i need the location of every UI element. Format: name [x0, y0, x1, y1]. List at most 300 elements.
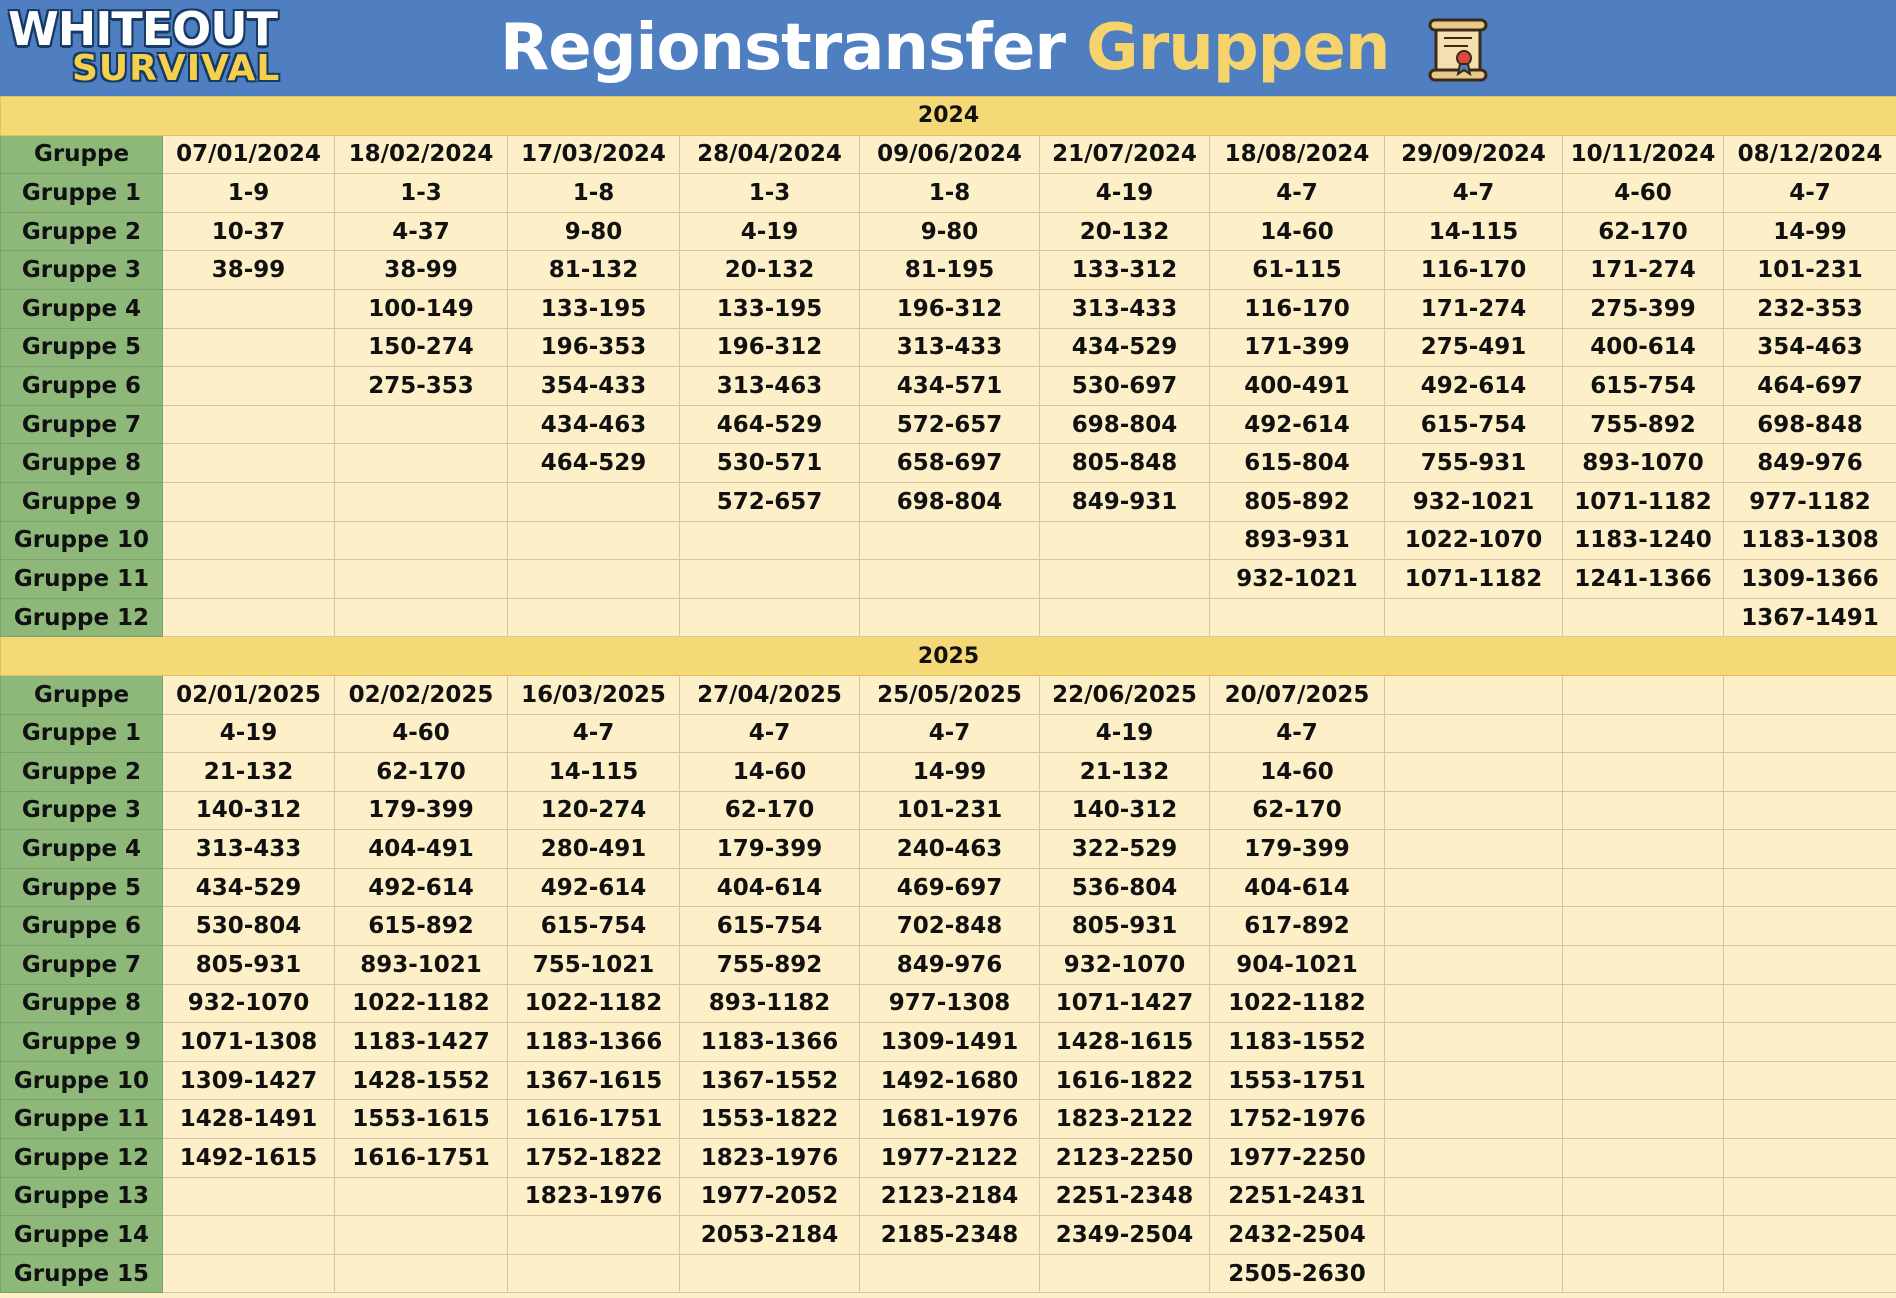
table-row: [1, 830, 1896, 869]
range-cell: 1183-1366: [508, 1023, 680, 1062]
range-cell: 1616-1822: [1040, 1061, 1210, 1100]
range-cell: [1563, 907, 1724, 946]
range-cell: 196-353: [508, 328, 680, 367]
year-label: 2024: [1, 97, 1896, 136]
range-cell: 10-37: [163, 212, 335, 251]
range-cell: [1385, 714, 1563, 753]
range-cell: 4-7: [1210, 714, 1385, 753]
group-label: Gruppe 9: [1, 482, 163, 521]
date-header: 22/06/2025: [1040, 675, 1210, 714]
range-cell: 1022-1182: [508, 984, 680, 1023]
date-header: 17/03/2024: [508, 135, 680, 174]
year-row: [1, 97, 1896, 136]
range-cell: 464-697: [1724, 367, 1896, 406]
range-cell: 2053-2184: [680, 1216, 860, 1255]
range-cell: 4-7: [860, 714, 1040, 753]
range-cell: 179-399: [335, 791, 508, 830]
range-cell: 14-115: [1385, 212, 1563, 251]
range-cell: 805-931: [163, 946, 335, 985]
range-cell: 530-697: [1040, 367, 1210, 406]
range-cell: 1309-1491: [860, 1023, 1040, 1062]
range-cell: [163, 367, 335, 406]
range-cell: 1071-1427: [1040, 984, 1210, 1023]
date-header: 09/06/2024: [860, 135, 1040, 174]
range-cell: 120-274: [508, 791, 680, 830]
range-cell: [1563, 1061, 1724, 1100]
range-cell: 275-491: [1385, 328, 1563, 367]
range-cell: 313-463: [680, 367, 860, 406]
table-row: [1, 212, 1896, 251]
date-header: 07/01/2024: [163, 135, 335, 174]
range-cell: 849-976: [860, 946, 1040, 985]
table-row: [1, 251, 1896, 290]
range-cell: [1724, 946, 1896, 985]
range-cell: [1563, 1254, 1724, 1293]
range-cell: 9-80: [860, 212, 1040, 251]
range-cell: 1022-1070: [1385, 521, 1563, 560]
range-cell: 81-132: [508, 251, 680, 290]
group-label: Gruppe 3: [1, 251, 163, 290]
range-cell: [1563, 868, 1724, 907]
range-cell: 1071-1182: [1385, 560, 1563, 599]
range-cell: [1385, 1023, 1563, 1062]
group-label: Gruppe 6: [1, 367, 163, 406]
range-cell: [1563, 1100, 1724, 1139]
range-cell: 1-3: [335, 174, 508, 213]
range-cell: 1977-2122: [860, 1139, 1040, 1178]
range-cell: 932-1070: [163, 984, 335, 1023]
range-cell: 4-19: [1040, 174, 1210, 213]
range-cell: 4-7: [1210, 174, 1385, 213]
range-cell: 2251-2431: [1210, 1177, 1385, 1216]
range-cell: 4-7: [1724, 174, 1896, 213]
range-cell: 615-892: [335, 907, 508, 946]
group-label: Gruppe 13: [1, 1177, 163, 1216]
range-cell: [1724, 1023, 1896, 1062]
range-cell: 1183-1552: [1210, 1023, 1385, 1062]
group-label: Gruppe 8: [1, 984, 163, 1023]
range-cell: 492-614: [508, 868, 680, 907]
range-cell: [335, 598, 508, 637]
range-cell: [1385, 907, 1563, 946]
range-cell: 615-754: [1385, 405, 1563, 444]
range-cell: 932-1021: [1210, 560, 1385, 599]
range-cell: 14-60: [1210, 753, 1385, 792]
group-label: Gruppe 12: [1, 1139, 163, 1178]
range-cell: [860, 598, 1040, 637]
range-cell: 404-614: [1210, 868, 1385, 907]
range-cell: 101-231: [1724, 251, 1896, 290]
range-cell: 2251-2348: [1040, 1177, 1210, 1216]
range-cell: 313-433: [860, 328, 1040, 367]
range-cell: [163, 289, 335, 328]
range-cell: [1040, 598, 1210, 637]
range-cell: 140-312: [1040, 791, 1210, 830]
group-label: Gruppe 12: [1, 598, 163, 637]
range-cell: 1183-1308: [1724, 521, 1896, 560]
range-cell: 62-170: [1563, 212, 1724, 251]
range-cell: 702-848: [860, 907, 1040, 946]
range-cell: 572-657: [680, 482, 860, 521]
table-row: [1, 1177, 1896, 1216]
range-cell: [1563, 598, 1724, 637]
group-label: Gruppe 4: [1, 830, 163, 869]
range-cell: [163, 1177, 335, 1216]
group-label: Gruppe 2: [1, 753, 163, 792]
group-label: Gruppe 5: [1, 868, 163, 907]
range-cell: [1385, 1139, 1563, 1178]
range-cell: [1385, 946, 1563, 985]
range-cell: 698-804: [1040, 405, 1210, 444]
range-cell: [508, 521, 680, 560]
range-cell: 1977-2052: [680, 1177, 860, 1216]
range-cell: 4-7: [1385, 174, 1563, 213]
range-cell: [680, 521, 860, 560]
range-cell: 1681-1976: [860, 1100, 1040, 1139]
date-header: 27/04/2025: [680, 675, 860, 714]
range-cell: [335, 521, 508, 560]
range-cell: 434-529: [163, 868, 335, 907]
range-cell: 179-399: [680, 830, 860, 869]
range-cell: [508, 482, 680, 521]
range-cell: 133-195: [508, 289, 680, 328]
range-cell: 805-892: [1210, 482, 1385, 521]
range-cell: 849-931: [1040, 482, 1210, 521]
range-cell: 1752-1976: [1210, 1100, 1385, 1139]
range-cell: 116-170: [1385, 251, 1563, 290]
range-cell: [335, 1177, 508, 1216]
range-cell: [163, 598, 335, 637]
range-cell: 1022-1182: [335, 984, 508, 1023]
range-cell: 1616-1751: [335, 1139, 508, 1178]
range-cell: [1724, 984, 1896, 1023]
range-cell: [1724, 791, 1896, 830]
range-cell: [1563, 1177, 1724, 1216]
range-cell: 1553-1822: [680, 1100, 860, 1139]
range-cell: 1071-1182: [1563, 482, 1724, 521]
group-label: Gruppe 10: [1, 521, 163, 560]
range-cell: [1724, 830, 1896, 869]
table-row: [1, 984, 1896, 1023]
range-cell: 977-1182: [1724, 482, 1896, 521]
group-label: Gruppe 7: [1, 946, 163, 985]
table-row: [1, 444, 1896, 483]
range-cell: 4-37: [335, 212, 508, 251]
table-row: [1, 482, 1896, 521]
range-cell: [1563, 1139, 1724, 1178]
range-cell: 171-274: [1563, 251, 1724, 290]
range-cell: 1428-1491: [163, 1100, 335, 1139]
date-header: 10/11/2024: [1563, 135, 1724, 174]
table-row: [1, 367, 1896, 406]
table-row: [1, 714, 1896, 753]
range-cell: 893-1070: [1563, 444, 1724, 483]
year-label: 2025: [1, 637, 1896, 676]
group-label: Gruppe 14: [1, 1216, 163, 1255]
range-cell: 530-804: [163, 907, 335, 946]
range-cell: [1563, 984, 1724, 1023]
table-row: [1, 907, 1896, 946]
range-cell: 755-892: [680, 946, 860, 985]
range-cell: 4-60: [335, 714, 508, 753]
group-label: Gruppe 1: [1, 174, 163, 213]
range-cell: 196-312: [680, 328, 860, 367]
range-cell: [335, 1216, 508, 1255]
date-header: 28/04/2024: [680, 135, 860, 174]
range-cell: [508, 1216, 680, 1255]
range-cell: 1183-1240: [1563, 521, 1724, 560]
range-cell: 62-170: [335, 753, 508, 792]
range-cell: [1724, 868, 1896, 907]
table-row: [1, 289, 1896, 328]
page-title: [500, 8, 1389, 88]
range-cell: 434-571: [860, 367, 1040, 406]
range-cell: 1752-1822: [508, 1139, 680, 1178]
range-cell: 893-1021: [335, 946, 508, 985]
range-cell: [1724, 907, 1896, 946]
range-cell: [860, 521, 1040, 560]
range-cell: 698-804: [860, 482, 1040, 521]
range-cell: 196-312: [860, 289, 1040, 328]
range-cell: 9-80: [508, 212, 680, 251]
range-cell: 38-99: [335, 251, 508, 290]
range-cell: 81-195: [860, 251, 1040, 290]
range-cell: 116-170: [1210, 289, 1385, 328]
range-cell: [1563, 1216, 1724, 1255]
group-label: Gruppe 2: [1, 212, 163, 251]
range-cell: 20-132: [1040, 212, 1210, 251]
range-cell: 849-976: [1724, 444, 1896, 483]
range-cell: 61-115: [1210, 251, 1385, 290]
table-row: [1, 1139, 1896, 1178]
range-cell: 62-170: [1210, 791, 1385, 830]
range-cell: 14-60: [1210, 212, 1385, 251]
range-cell: [508, 560, 680, 599]
group-label: Gruppe 15: [1, 1254, 163, 1293]
range-cell: 893-931: [1210, 521, 1385, 560]
range-cell: [1385, 1254, 1563, 1293]
group-label: Gruppe 11: [1, 560, 163, 599]
range-cell: 179-399: [1210, 830, 1385, 869]
date-header: 02/02/2025: [335, 675, 508, 714]
range-cell: 1071-1308: [163, 1023, 335, 1062]
range-cell: [1724, 1177, 1896, 1216]
range-cell: [1385, 1216, 1563, 1255]
range-cell: 275-399: [1563, 289, 1724, 328]
range-cell: [1385, 984, 1563, 1023]
range-cell: 977-1308: [860, 984, 1040, 1023]
table-row: [1, 753, 1896, 792]
range-cell: [680, 598, 860, 637]
range-cell: 322-529: [1040, 830, 1210, 869]
range-cell: 280-491: [508, 830, 680, 869]
range-cell: 354-433: [508, 367, 680, 406]
range-cell: [680, 560, 860, 599]
range-cell: 530-571: [680, 444, 860, 483]
range-cell: 62-170: [680, 791, 860, 830]
range-cell: [1563, 753, 1724, 792]
date-header: 18/02/2024: [335, 135, 508, 174]
group-label: Gruppe 7: [1, 405, 163, 444]
range-cell: 4-7: [680, 714, 860, 753]
range-cell: 14-115: [508, 753, 680, 792]
range-cell: 2505-2630: [1210, 1254, 1385, 1293]
range-cell: 133-312: [1040, 251, 1210, 290]
range-cell: 1309-1366: [1724, 560, 1896, 599]
date-header: 21/07/2024: [1040, 135, 1210, 174]
range-cell: [1724, 1254, 1896, 1293]
group-label: Gruppe 9: [1, 1023, 163, 1062]
range-cell: 354-463: [1724, 328, 1896, 367]
date-header-row: [1, 135, 1896, 174]
range-cell: 400-491: [1210, 367, 1385, 406]
range-cell: 615-754: [680, 907, 860, 946]
date-header: 18/08/2024: [1210, 135, 1385, 174]
range-cell: [1724, 1100, 1896, 1139]
date-header: 02/01/2025: [163, 675, 335, 714]
group-label: Gruppe 3: [1, 791, 163, 830]
range-cell: [1563, 1023, 1724, 1062]
range-cell: 400-614: [1563, 328, 1724, 367]
range-cell: 4-19: [1040, 714, 1210, 753]
range-cell: [163, 1254, 335, 1293]
header-banner: [0, 0, 1896, 96]
table-row: [1, 868, 1896, 907]
table-row: [1, 1216, 1896, 1255]
range-cell: 932-1021: [1385, 482, 1563, 521]
range-cell: [1563, 791, 1724, 830]
range-cell: 100-149: [335, 289, 508, 328]
range-cell: [163, 328, 335, 367]
title-accent: Gruppen: [1086, 11, 1390, 85]
range-cell: [163, 482, 335, 521]
range-cell: 1428-1615: [1040, 1023, 1210, 1062]
range-cell: 434-463: [508, 405, 680, 444]
range-cell: 1977-2250: [1210, 1139, 1385, 1178]
group-label: Gruppe 10: [1, 1061, 163, 1100]
table-row: [1, 1023, 1896, 1062]
range-cell: [1385, 598, 1563, 637]
group-label: Gruppe 11: [1, 1100, 163, 1139]
range-cell: 469-697: [860, 868, 1040, 907]
range-cell: [335, 1254, 508, 1293]
group-label: Gruppe 4: [1, 289, 163, 328]
range-cell: [163, 560, 335, 599]
range-cell: 2432-2504: [1210, 1216, 1385, 1255]
range-cell: 893-1182: [680, 984, 860, 1023]
range-cell: 492-614: [1385, 367, 1563, 406]
group-label: Gruppe 6: [1, 907, 163, 946]
range-cell: 313-433: [1040, 289, 1210, 328]
range-cell: 805-848: [1040, 444, 1210, 483]
range-cell: 2185-2348: [860, 1216, 1040, 1255]
range-cell: 150-274: [335, 328, 508, 367]
range-cell: 1553-1615: [335, 1100, 508, 1139]
logo-line-2: SURVIVAL: [72, 48, 281, 89]
range-cell: [1040, 521, 1210, 560]
range-cell: 658-697: [860, 444, 1040, 483]
range-cell: 615-754: [1563, 367, 1724, 406]
range-cell: 14-99: [860, 753, 1040, 792]
range-cell: [1724, 753, 1896, 792]
range-cell: [1563, 830, 1724, 869]
range-cell: [163, 521, 335, 560]
range-cell: [1385, 1177, 1563, 1216]
range-cell: 1823-1976: [508, 1177, 680, 1216]
range-cell: 240-463: [860, 830, 1040, 869]
range-cell: 133-195: [680, 289, 860, 328]
range-cell: [335, 405, 508, 444]
range-cell: 1-9: [163, 174, 335, 213]
range-cell: [163, 1216, 335, 1255]
range-cell: [1040, 560, 1210, 599]
range-cell: [1724, 714, 1896, 753]
range-cell: 4-7: [508, 714, 680, 753]
range-cell: 1616-1751: [508, 1100, 680, 1139]
range-cell: 755-892: [1563, 405, 1724, 444]
range-cell: 1428-1552: [335, 1061, 508, 1100]
range-cell: [163, 405, 335, 444]
date-header: 16/03/2025: [508, 675, 680, 714]
date-header: [1563, 675, 1724, 714]
range-cell: [1385, 791, 1563, 830]
logo-line-1: WHITEOUT: [8, 2, 277, 56]
range-cell: 615-754: [508, 907, 680, 946]
range-cell: 1823-1976: [680, 1139, 860, 1178]
range-cell: 1-8: [508, 174, 680, 213]
range-cell: [1385, 1100, 1563, 1139]
range-cell: 4-19: [163, 714, 335, 753]
year-row: [1, 637, 1896, 676]
transfer-groups-table: [0, 96, 1896, 1293]
group-label: Gruppe 8: [1, 444, 163, 483]
range-cell: 1309-1427: [163, 1061, 335, 1100]
range-cell: [1385, 830, 1563, 869]
range-cell: 171-274: [1385, 289, 1563, 328]
range-cell: 1492-1615: [163, 1139, 335, 1178]
range-cell: [1040, 1254, 1210, 1293]
range-cell: 1183-1366: [680, 1023, 860, 1062]
date-header: 29/09/2024: [1385, 135, 1563, 174]
range-cell: 805-931: [1040, 907, 1210, 946]
range-cell: [1724, 1061, 1896, 1100]
range-cell: 1492-1680: [860, 1061, 1040, 1100]
range-cell: [1385, 868, 1563, 907]
range-cell: [1724, 1139, 1896, 1178]
range-cell: [1563, 946, 1724, 985]
range-cell: 4-19: [680, 212, 860, 251]
range-cell: 1-8: [860, 174, 1040, 213]
date-header: [1724, 675, 1896, 714]
range-cell: 492-614: [1210, 405, 1385, 444]
range-cell: 171-399: [1210, 328, 1385, 367]
range-cell: 1367-1615: [508, 1061, 680, 1100]
group-label: Gruppe 1: [1, 714, 163, 753]
range-cell: 1367-1552: [680, 1061, 860, 1100]
range-cell: [335, 560, 508, 599]
column-header-gruppe: Gruppe: [1, 675, 163, 714]
range-cell: [335, 444, 508, 483]
range-cell: [508, 598, 680, 637]
table-row: [1, 791, 1896, 830]
range-cell: 755-931: [1385, 444, 1563, 483]
scroll-certificate-icon: [1422, 14, 1494, 86]
range-cell: 2123-2184: [860, 1177, 1040, 1216]
range-cell: 536-804: [1040, 868, 1210, 907]
range-cell: 404-491: [335, 830, 508, 869]
table-row: [1, 560, 1896, 599]
range-cell: 2123-2250: [1040, 1139, 1210, 1178]
